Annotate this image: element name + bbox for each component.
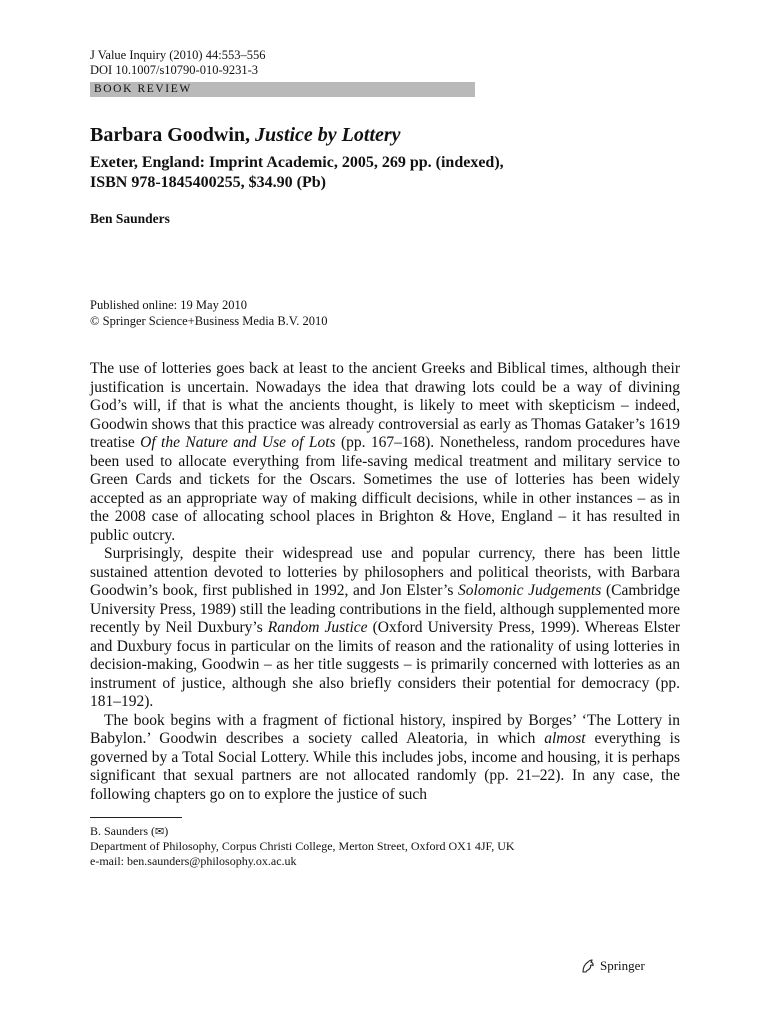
envelope-icon: ✉ (155, 825, 165, 838)
text-run: (pp. 167–168). Nonetheless, random procedures have been used to allocate everything from life-saving medical treatment and military service to Green Cards and tickets for the Oscars. Sometimes the use of lotteries has been widely accepted as an appropriate way of making difficult decisions, while in other instances – as in the 2008 case of allocating school places in Brighton & Hove, England – it has resulted in public outcry. (90, 434, 680, 544)
footnote-author (90, 824, 680, 839)
footnote-author-name: B. Saunders ( (90, 824, 155, 838)
author-footnote (90, 824, 680, 869)
footnote-author-close: ) (164, 824, 169, 838)
journal-line: J Value Inquiry (2010) 44:553–556 (90, 48, 266, 62)
italic-title: Solomonic Judgements (458, 582, 602, 599)
italic-title: Random Justice (267, 619, 368, 636)
paragraph-1 (90, 360, 680, 545)
bibliographic-details (90, 153, 680, 193)
publisher-logo (580, 958, 645, 974)
book-author: Barbara Goodwin, (90, 124, 256, 146)
bib-line-2: ISBN 978-1845400255, $34.90 (Pb) (90, 174, 327, 191)
footnote-department: Department of Philosophy, Corpus Christi College, Merton Street, Oxford OX1 4JF, UK (90, 839, 515, 853)
published-online: Published online: 19 May 2010 (90, 298, 247, 312)
section-label: BOOK REVIEW (90, 82, 475, 97)
publication-info (90, 297, 680, 329)
review-title (90, 123, 680, 147)
text-run: The use of lotteries goes back at least to the ancient Greeks and Biblical times, although their justification is uncertain. Nowadays the idea that drawing lots could be a way of divining God’s will, if that is what the ancients thought, is likely to meet with skepticism – indeed, Goodwin shows that this practice was already controversial as early as Thomas Gataker’s 1619 treatise (90, 360, 680, 451)
footnote-email[interactable]: e-mail: ben.saunders@philosophy.ox.ac.uk (90, 854, 297, 868)
reviewer-name: Ben Saunders (90, 211, 170, 226)
italic-title: Of the Nature and Use of Lots (140, 434, 336, 451)
paragraph-2 (90, 545, 680, 712)
text-run: (Cambridge University Press, 1989) still the leading contributions in the field, although supplemented more recently by Neil Duxbury’s (90, 582, 681, 636)
journal-citation (90, 48, 680, 78)
text-run: everything is governed by a Total Social Lottery. While this includes jobs, income and housing, it is perhaps significant that sexual partners are not allocated randomly (pp. 21–22). In any case, the following chapters go on to explore the justice of such (90, 730, 680, 803)
doi-line: DOI 10.1007/s10790-010-9231-3 (90, 63, 259, 77)
text-run: The book begins with a fragment of fictional history, inspired by Borges’ ‘The Lottery in Babylon.’ Goodwin describes a society called Aleatoria, in which (90, 711, 680, 747)
springer-horse-icon (580, 958, 596, 974)
article-page (90, 48, 680, 869)
bib-line-1: Exeter, England: Imprint Academic, 2005, 269 pp. (indexed), (90, 154, 504, 171)
footnote-rule (90, 817, 182, 818)
book-title: Justice by Lottery (255, 124, 401, 146)
text-run: Surprisingly, despite their widespread use and popular currency, there has been little sustained attention devoted to lotteries by philosophers and political theorists, with Barbara Goodwin’s book, first published in 1992, and Jon Elster’s (90, 545, 680, 599)
paragraph-3 (90, 712, 680, 805)
article-body (90, 360, 680, 804)
publisher-name: Springer (600, 958, 645, 973)
text-run: (Oxford University Press, 1999). Whereas Elster and Duxbury focus in particular on the limits of reason and the rationality of using lotteries in decision-making, Goodwin – as her title suggests – is primarily concerned with lotteries as an instrument of justice, although she also briefly considers their potential for democracy (pp. 181–192). (90, 619, 681, 710)
italic-word: almost (544, 730, 586, 747)
copyright-notice: © Springer Science+Business Media B.V. 2010 (90, 314, 328, 328)
